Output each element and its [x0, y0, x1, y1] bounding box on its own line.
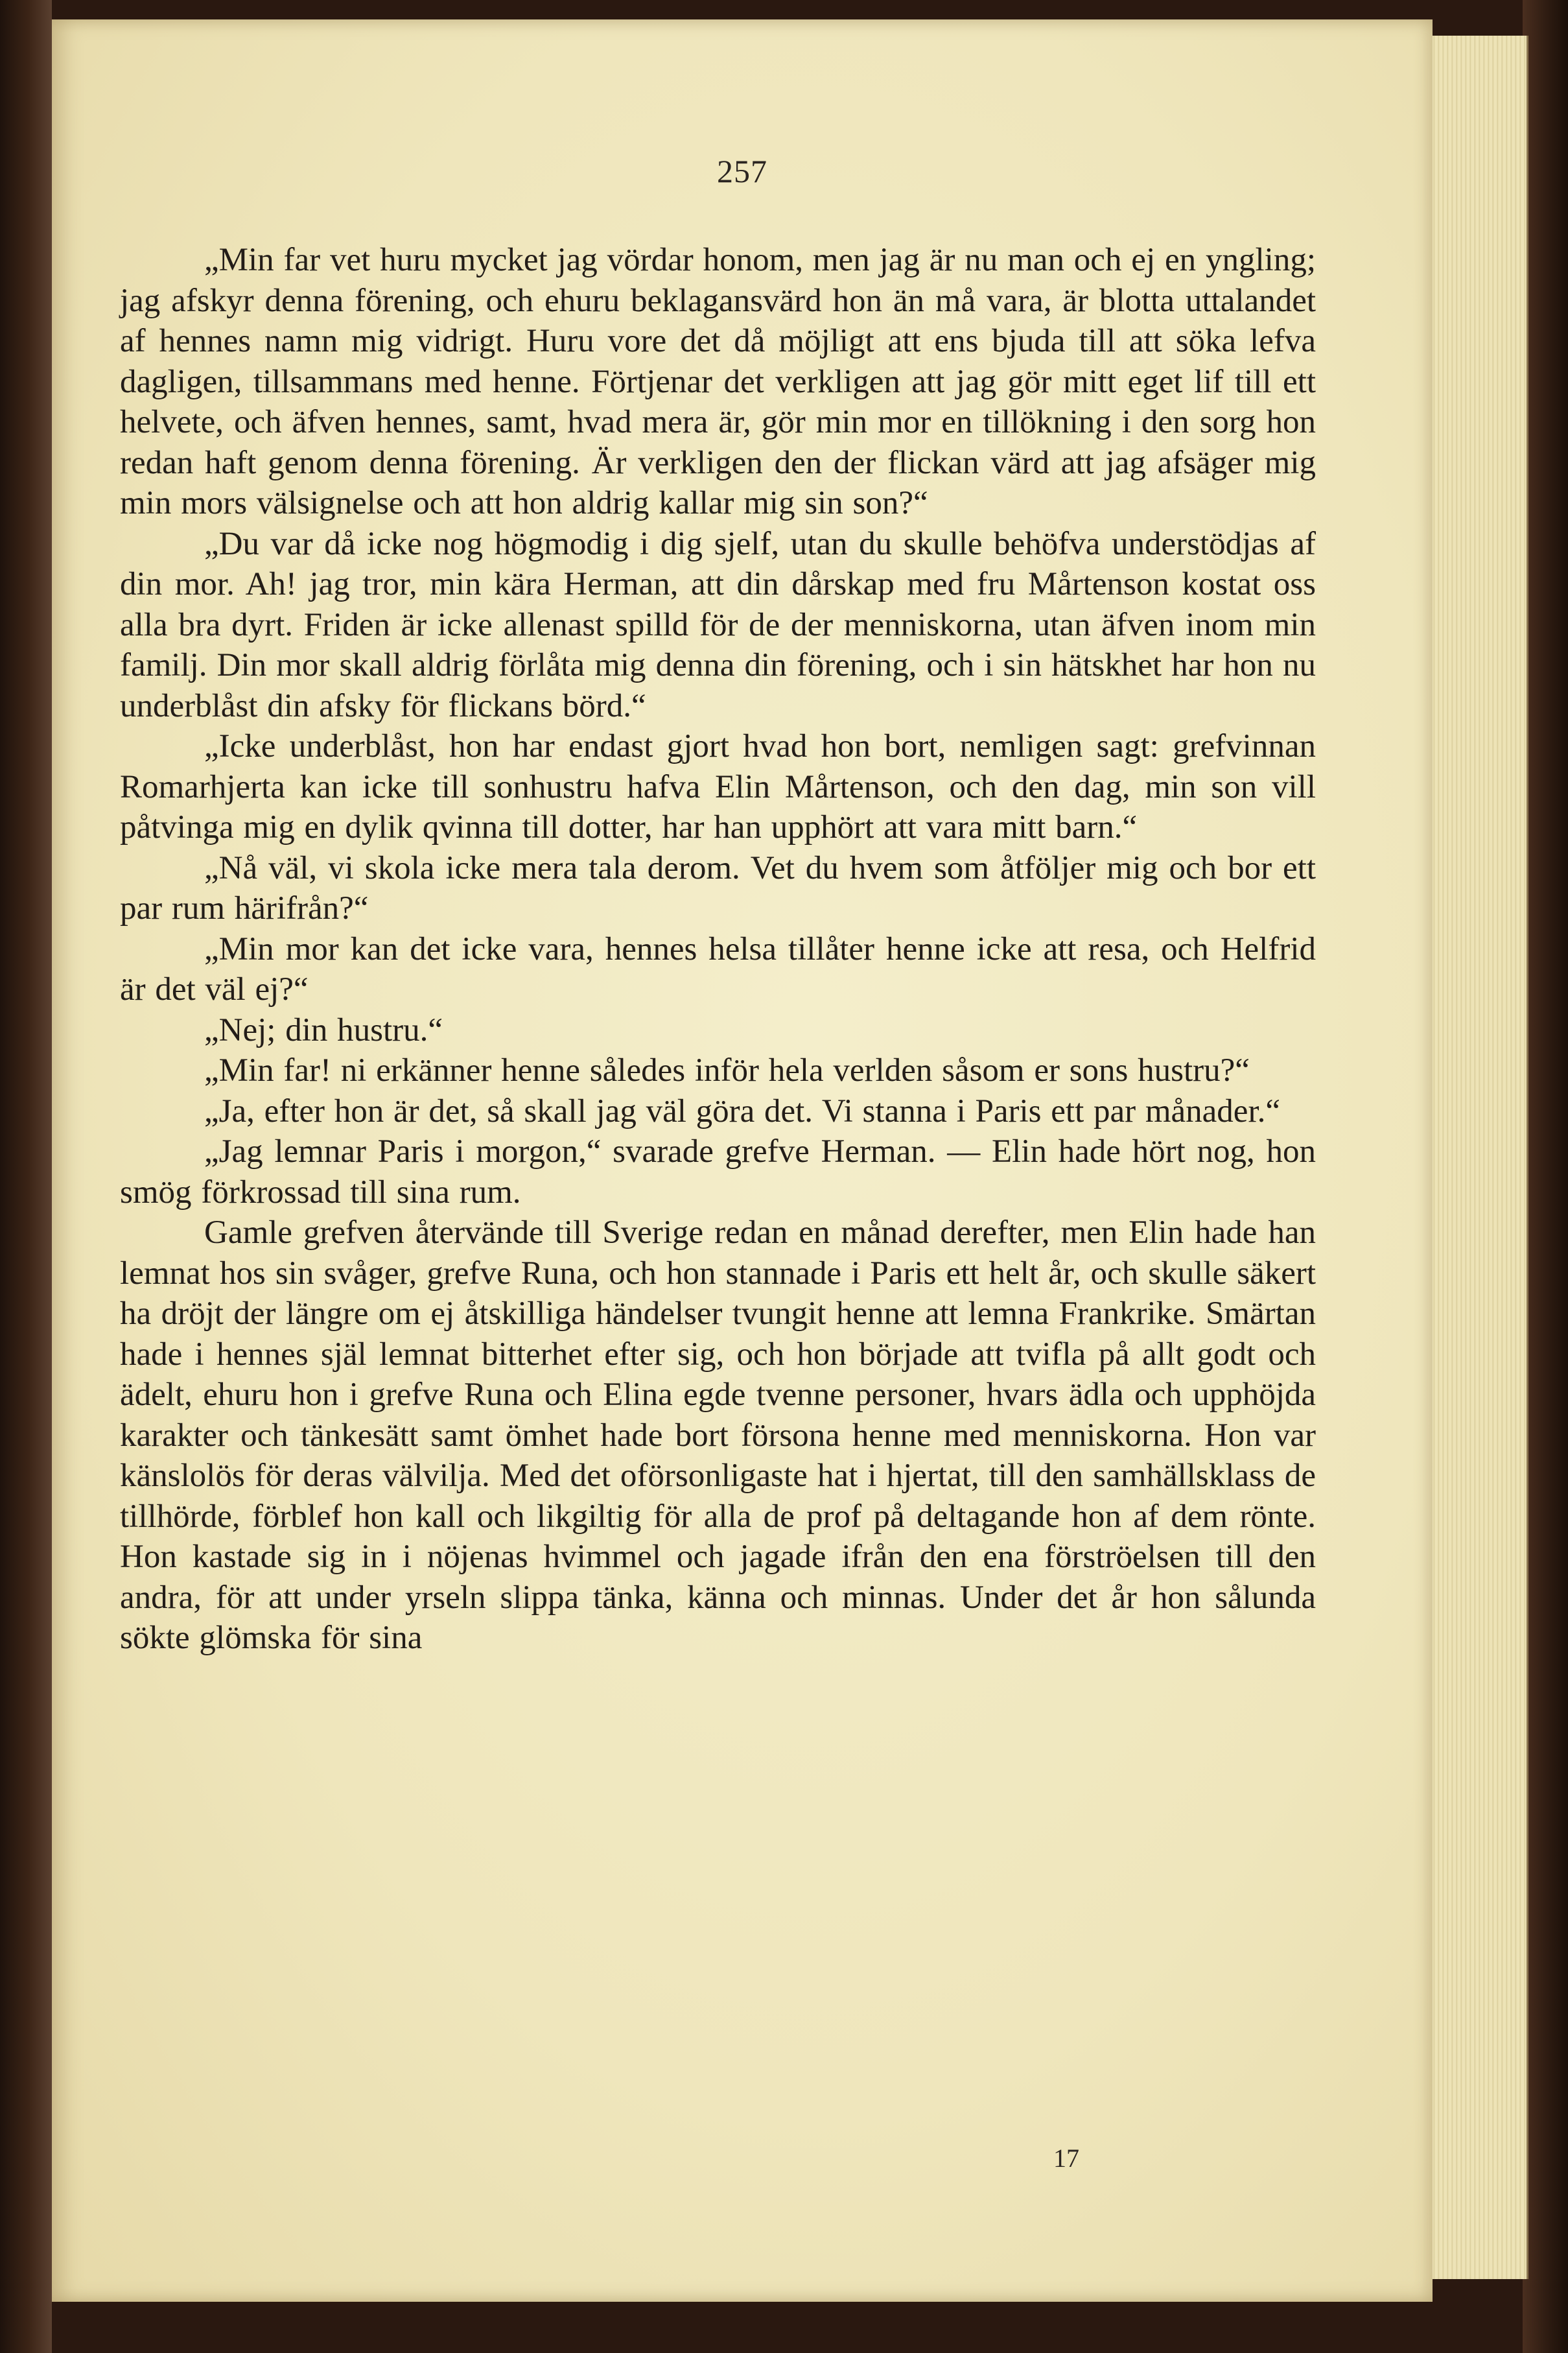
paragraph: „Min mor kan det icke vara, hennes helsa tillåter henne icke att resa, och Helfrid är det väl ej?“: [120, 930, 1316, 1008]
book-page: [52, 19, 1433, 2302]
body-text: [120, 240, 1316, 1659]
signature-mark: 17: [1053, 2144, 1079, 2173]
paragraph: „Min far vet huru mycket jag vördar honom, men jag är nu man och ej en yngling; jag afskyr denna förening, och ehuru beklagansvärd hon än må vara, är blotta uttalandet af hennes namn mig vidrigt. Huru vore det då möjligt att ens bjuda till att söka lefva dagligen, tillsammans med henne. Förtjenar det verkligen att jag gör mitt eget lif till ett helvete, och äfven hennes, samt, hvad mera är, gör min mor en tillökning i den sorg hon redan haft genom denna förening. Är verkligen den der flickan värd att jag afsäger mig min mors välsignelse och att hon aldrig kallar mig sin son?“: [120, 242, 1316, 521]
book-binding-left: [0, 0, 52, 2353]
paragraph: Gamle grefven återvände till Sverige redan en månad derefter, men Elin hade han lemnat hos sin svåger, grefve Runa, och hon stannade i Paris ett helt år, och skulle säkert ha dröjt der längre om ej åtskilliga händelser tvungit henne att lemna Frankrike. Smärtan hade i hennes själ lemnat bitterhet efter sig, och hon började att tvifla på allt godt och ädelt, ehuru hon i grefve Runa och Elina egde tvenne personer, hvars ädla och upphöjda karakter och tänkesätt samt ömhet hade bort försona henne med menniskorna. Hon var känslolös för deras välvilja. Med det oförsonligaste hat i hjertat, till den samhällsklass de tillhörde, förblef hon kall och likgiltig för alla de prof på deltagande hon af dem rönte. Hon kastade sig in i nöjenas hvimmel och jagade ifrån den ena förströelsen till den andra, för att under yrseln slippa tänka, känna och minnas. Under det år hon sålunda sökte glömska för sina: [120, 1214, 1316, 1656]
paragraph: „Ja, efter hon är det, så skall jag väl göra det. Vi stanna i Paris ett par månader.“: [204, 1093, 1280, 1129]
page-edge-stack: [1426, 36, 1528, 2279]
paragraph: „Jag lemnar Paris i morgon,“ svarade grefve Herman. — Elin hade hört nog, hon smög förkrossad till sina rum.: [120, 1133, 1316, 1211]
paragraph: „Icke underblåst, hon har endast gjort hvad hon bort, nemligen sagt: grefvinnan Romarhjerta kan icke till sonhustru hafva Elin Mårtenson, och den dag, min son vill påtvinga mig en dylik qvinna till dotter, har han upphört att vara mitt barn.“: [120, 728, 1316, 845]
paragraph: „Min far! ni erkänner henne således inför hela verlden såsom er sons hustru?“: [204, 1052, 1250, 1089]
page-number: 257: [717, 153, 767, 189]
paragraph: „Nej; din hustru.“: [204, 1011, 443, 1048]
paragraph: „Du var då icke nog högmodig i dig sjelf, utan du skulle behöfva understödjas af din mor. Ah! jag tror, min kära Herman, att din dårskap med fru Mårtenson kostat oss alla bra dyrt. Friden är icke allenast spilld för de der menniskorna, utan äfven inom min familj. Din mor skall aldrig förlåta mig denna din förening, och i sin hätskhet har hon nu underblåst din afsky för flickans börd.“: [120, 525, 1316, 724]
book-binding-right: [1523, 0, 1568, 2353]
paragraph: „Nå väl, vi skola icke mera tala derom. Vet du hvem som åtföljer mig och bor ett par rum härifrån?“: [120, 849, 1316, 927]
